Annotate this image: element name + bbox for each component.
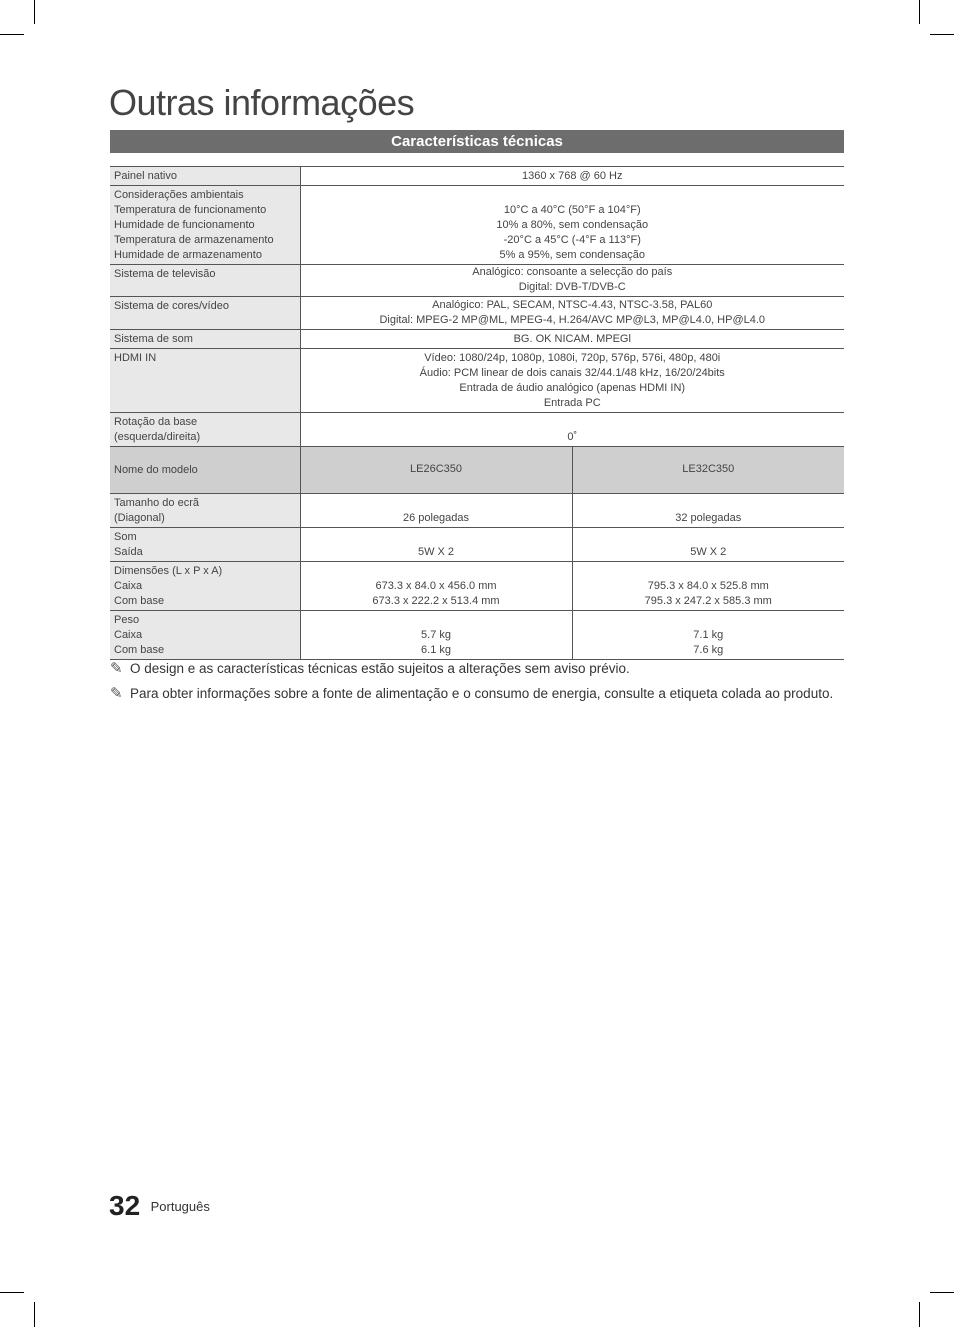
crop-mark [34, 1302, 35, 1327]
table-row [110, 447, 844, 494]
spec-value-line: Digital: DVB-T/DVB-C [518, 281, 626, 293]
table-row [110, 611, 844, 660]
spec-label-line: Caixa [114, 580, 143, 592]
spec-label-line: Humidade de funcionamento [114, 219, 255, 231]
crop-mark [919, 1302, 920, 1327]
spec-label: Nome do modelo [110, 447, 300, 494]
table-row [110, 413, 844, 447]
spec-value [300, 186, 844, 265]
crop-mark [34, 0, 35, 24]
spec-value-line: Entrada de áudio analógico (apenas HDMI IN) [459, 382, 686, 394]
crop-mark [0, 34, 24, 35]
spec-value-line: 10% a 80%, sem condensação [496, 219, 649, 231]
spec-value [300, 611, 572, 660]
spec-value [300, 562, 572, 611]
spec-value-line: Analógico: consoante a selecção do país [472, 266, 673, 278]
spec-value-line: Analógico: PAL, SECAM, NTSC-4.43, NTSC-3.58, PAL60 [432, 299, 713, 311]
section-title: Características técnicas [110, 130, 844, 153]
spec-value-line: 5.7 kg [421, 629, 451, 641]
spec-value: 5W X 2 [300, 528, 572, 562]
page-number: 32 [109, 1190, 141, 1221]
table-row [110, 186, 844, 265]
page-language: Português [150, 1198, 210, 1214]
pencil-note-icon: ✎ [110, 660, 123, 677]
spec-value-line: -20°C a 45°C (-4°F a 113°F) [503, 234, 641, 246]
spec-label-line: Humidade de armazenamento [114, 249, 262, 261]
page-title: Outras informações [109, 82, 415, 123]
table-row [110, 265, 844, 297]
spec-label: Sistema de cores/vídeo [110, 297, 300, 330]
crop-mark [930, 1292, 954, 1293]
note-item [110, 660, 870, 685]
table-row [110, 528, 844, 562]
spec-label-line: Tamanho do ecrã [114, 497, 199, 509]
spec-value-line: 7.6 kg [693, 644, 724, 656]
spec-label-line: Saída [114, 546, 143, 558]
spec-value: 1360 x 768 @ 60 Hz [300, 167, 844, 186]
spec-value-line: 10°C a 40°C (50°F a 104°F) [503, 204, 641, 216]
note-item [110, 685, 870, 710]
table-row [110, 297, 844, 330]
spec-label [110, 494, 300, 528]
spec-label [110, 413, 300, 447]
spec-label-line: (esquerda/direita) [114, 431, 201, 443]
spec-value-line: 673.3 x 84.0 x 456.0 mm [375, 580, 497, 592]
spec-label [110, 528, 300, 562]
spec-label-line: Caixa [114, 629, 143, 641]
spec-value-line: 7.1 kg [693, 629, 724, 641]
spec-label-line: Temperatura de armazenamento [114, 234, 274, 246]
spec-label [110, 611, 300, 660]
note-text: Para obter informações sobre a fonte de alimentação e o consumo de energia, consulte a etiqueta colada ao produto. [130, 686, 834, 701]
spec-value-line: 6.1 kg [421, 644, 451, 656]
spec-label: Sistema de televisão [110, 265, 300, 297]
spec-label-line: Com base [114, 644, 165, 656]
spec-value-line: 5% a 95%, sem condensação [499, 249, 646, 261]
spec-label-line: Rotação da base [114, 416, 198, 428]
spec-label [110, 562, 300, 611]
spec-label-line: Peso [114, 614, 140, 626]
spec-label-line: Som [114, 531, 137, 543]
table-row [110, 167, 844, 186]
spec-value: 26 polegadas [300, 494, 572, 528]
table-row [110, 349, 844, 413]
spec-value-line: Áudio: PCM linear de dois canais 32/44.1/48 kHz, 16/20/24bits [419, 367, 725, 379]
crop-mark [919, 0, 920, 24]
spec-label [110, 186, 300, 265]
spec-value [300, 265, 844, 297]
spec-value: 32 polegadas [572, 494, 844, 528]
spec-label-line: Temperatura de funcionamento [114, 204, 267, 216]
model-name: LE32C350 [572, 447, 844, 494]
spec-label-line: Dimensões (L x P x A) [114, 565, 223, 577]
spec-value-line: Digital: MPEG-2 MP@ML, MPEG-4, H.264/AVC MP@L3, MP@L4.0, HP@L4.0 [379, 314, 766, 326]
note-text: O design e as características técnicas estão sujeitos a alterações sem aviso prévio. [130, 661, 630, 676]
spec-value: BG. OK NICAM. MPEGl [300, 330, 844, 349]
spec-table [110, 166, 844, 660]
spec-value-line: Vídeo: 1080/24p, 1080p, 1080i, 720p, 576p, 576i, 480p, 480i [424, 352, 721, 364]
spec-value-line: 795.3 x 247.2 x 585.3 mm [644, 595, 772, 607]
spec-value [300, 349, 844, 413]
page-footer [109, 1190, 210, 1222]
table-row [110, 330, 844, 349]
spec-value-line: 795.3 x 84.0 x 525.8 mm [647, 580, 769, 592]
spec-label: HDMI IN [110, 349, 300, 413]
crop-mark [0, 1292, 24, 1293]
spec-value [572, 562, 844, 611]
spec-label-line: Considerações ambientais [114, 189, 244, 201]
spec-label-line: (Diagonal) [114, 512, 165, 524]
table-row [110, 494, 844, 528]
spec-label-line: Com base [114, 595, 165, 607]
spec-value-line: 673.3 x 222.2 x 513.4 mm [372, 595, 500, 607]
spec-value [572, 611, 844, 660]
crop-mark [930, 34, 954, 35]
table-row [110, 562, 844, 611]
spec-value [300, 297, 844, 330]
spec-label: Sistema de som [110, 330, 300, 349]
spec-label: Painel nativo [110, 167, 300, 186]
spec-value: 0˚ [300, 413, 844, 447]
model-name: LE26C350 [300, 447, 572, 494]
notes [110, 660, 870, 710]
spec-value: 5W X 2 [572, 528, 844, 562]
pencil-note-icon: ✎ [110, 685, 123, 702]
spec-value-line: Entrada PC [543, 397, 601, 409]
